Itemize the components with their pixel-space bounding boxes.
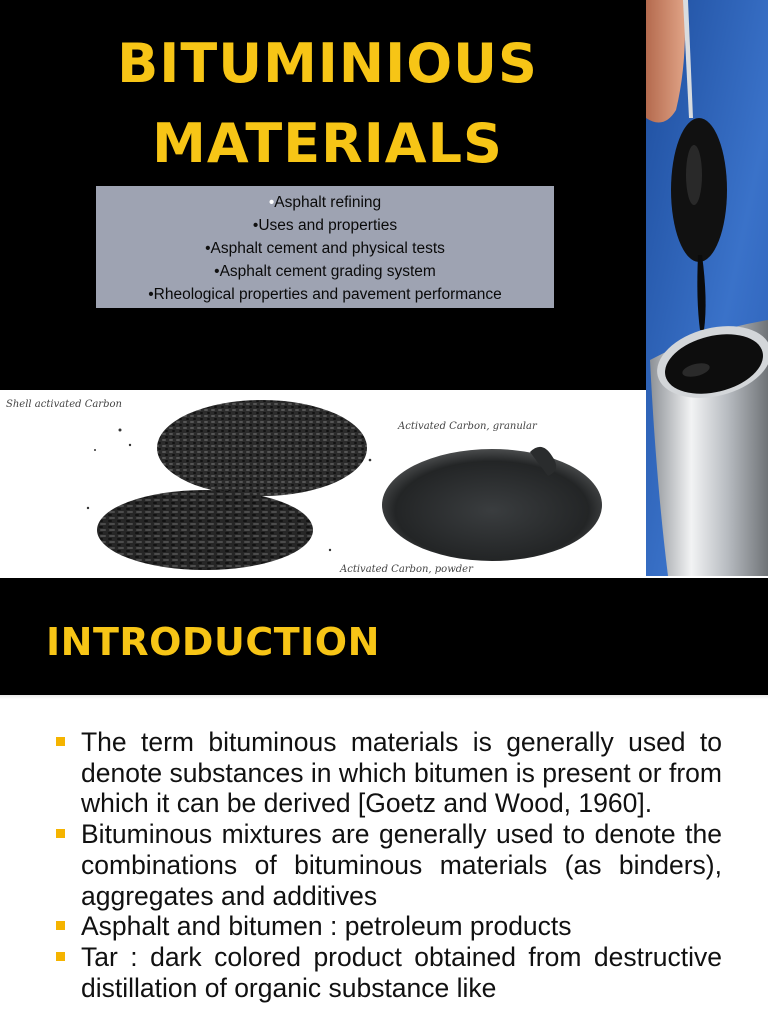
title-line-1: BITUMINIOUS [117,32,538,95]
slide-title-heading [0,24,655,184]
activated-carbon-image [0,390,646,576]
bullet-square-icon [56,952,65,961]
introduction-heading: INTRODUCTION [46,620,380,664]
topic-item: •Asphalt refining [268,194,382,211]
label-granular-carbon: Activated Carbon, granular [398,421,537,432]
activated-carbon-photo [0,390,646,576]
label-shell-carbon: Shell activated Carbon [6,399,122,410]
bullet-item: Asphalt and bitumen : petroleum products [52,911,722,942]
label-powder-carbon: Activated Carbon, powder [340,564,473,575]
asphalt-dripping-image [646,0,768,576]
title-band [0,578,768,695]
bullet-square-icon [56,829,65,838]
introduction-bullets [52,727,722,1003]
slide-introduction [0,578,768,1024]
bullet-item: Bituminous mixtures are generally used to denote the combinations of bituminous materials (as binders), aggregates and additives [52,819,722,911]
asphalt-dripping-photo [646,0,768,576]
bullet-square-icon [56,921,65,930]
bullet-item: The term bituminous materials is generally used to denote substances in which bitumen is present or from which it can be derived [Goetz and Wood, 1960]. [52,727,722,819]
bullet-item: Tar : dark colored product obtained from destructive distillation of organic substance like [52,942,722,1003]
topics-box [96,186,554,308]
bullet-square-icon [56,737,65,746]
topic-item: •Uses and properties [252,217,398,234]
topics-list [96,191,554,306]
topic-item: •Asphalt cement grading system [214,263,436,280]
title-rule [0,695,768,699]
topic-item: •Asphalt cement and physical tests [205,240,445,257]
topic-item: •Rheological properties and pavement performance [148,286,502,303]
title-line-2: MATERIALS [152,112,503,175]
